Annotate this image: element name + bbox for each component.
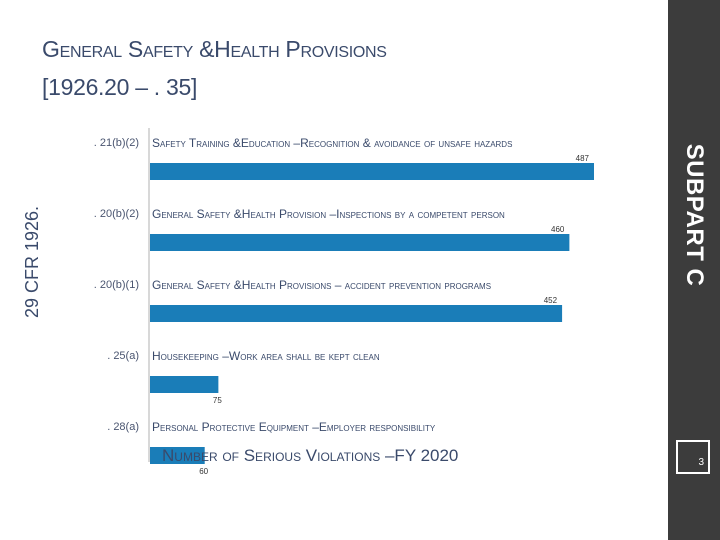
category-description: Personal Protective Equipment –Employer responsibility	[152, 420, 436, 434]
bar-value-label: 60	[199, 467, 209, 476]
bar-value-label: 452	[543, 296, 558, 305]
category-tick-label: . 21(b)(2)	[93, 137, 139, 149]
x-axis-label: Number of Serious Violations –FY 2020	[162, 446, 459, 465]
category-description: Housekeeping –Work area shall be kept clean	[152, 349, 380, 363]
category-tick-label: . 20(b)(1)	[93, 279, 139, 291]
bar-value-label: 75	[212, 396, 222, 405]
bar	[150, 234, 569, 251]
bar	[150, 163, 594, 180]
slide-title-line2: [1926.20 – . 35]	[42, 74, 198, 100]
subpart-label: SUBPART C	[681, 143, 708, 287]
page-number-box	[676, 440, 710, 474]
category-description: General Safety &Health Provision –Inspections by a competent person	[152, 207, 505, 221]
bar-value-label: 460	[551, 225, 565, 234]
category-tick-label: . 28(a)	[107, 421, 139, 433]
slide-title-line1: General Safety &Health Provisions	[42, 36, 387, 62]
category-tick-label: . 25(a)	[107, 350, 139, 362]
bar	[150, 305, 562, 322]
category-description: General Safety &Health Provisions – accident prevention programs	[152, 278, 492, 292]
page-number: 3	[698, 457, 704, 468]
category-tick-label: . 20(b)(2)	[93, 208, 139, 220]
bar	[150, 376, 218, 393]
side-label: 29 CFR 1926.	[22, 205, 42, 319]
right-sidebar	[668, 0, 720, 540]
bar-value-label: 487	[575, 154, 589, 163]
category-description: Safety Training &Education –Recognition & avoidance of unsafe hazards	[152, 136, 513, 150]
